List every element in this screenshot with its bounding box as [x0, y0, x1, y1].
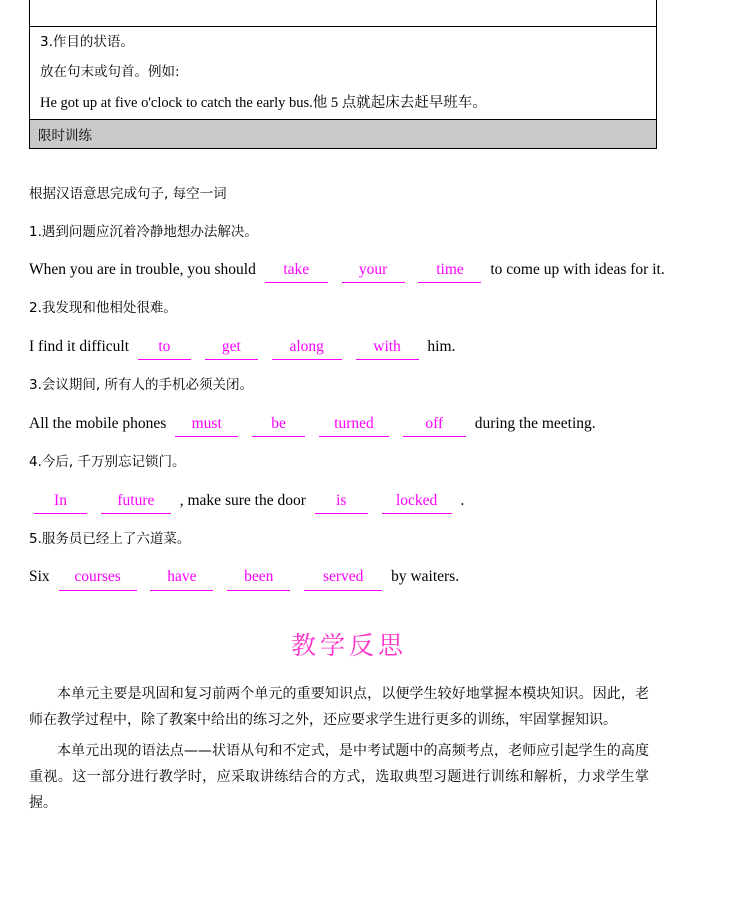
- exercise-2-prefix: I find it difficult: [29, 337, 130, 355]
- exercise-5-english: [29, 558, 669, 597]
- grammar-line-1: 3.作目的状语。: [40, 34, 134, 50]
- exercise-5-blank-4[interactable]: served: [304, 565, 382, 590]
- grammar-line-3: He got up at five o'clock to catch the early bus.他 5 点就起床去赶早班车。: [40, 94, 487, 111]
- exercise-2-suffix: him.: [427, 337, 456, 355]
- grammar-note-box: [29, 26, 657, 149]
- grammar-line-2: 放在句末或句首。例如:: [40, 64, 180, 81]
- exercise-1-blank-1[interactable]: take: [265, 258, 328, 283]
- exercise-3-blank-4[interactable]: off: [403, 412, 466, 437]
- exercise-4-blank-1[interactable]: In: [34, 489, 87, 514]
- exercise-body: [29, 176, 669, 823]
- exercise-5-suffix: by waiters.: [391, 568, 460, 586]
- exercise-5-prefix: Six: [29, 568, 50, 586]
- exercise-4-middle: , make sure the door: [179, 491, 306, 509]
- exercise-instruction: 根据汉语意思完成句子, 每空一词: [29, 186, 227, 202]
- exercise-1-blank-3[interactable]: time: [418, 258, 481, 283]
- table-top-edge: [29, 0, 657, 26]
- exercise-2-blank-4[interactable]: with: [356, 335, 419, 360]
- exercise-3-chinese: 3.会议期间, 所有人的手机必须关闭。: [29, 377, 253, 394]
- exercise-3-prefix: All the mobile phones: [29, 414, 167, 432]
- exercise-2-chinese: 2.我发现和他相处很难。: [29, 300, 177, 317]
- exercise-2-english: [29, 328, 669, 367]
- exercise-4-suffix: .: [460, 491, 465, 509]
- exercise-5-chinese: 5.服务员已经上了六道菜。: [29, 530, 191, 547]
- exercise-1-blank-2[interactable]: your: [342, 258, 405, 283]
- exercise-1-english: [29, 251, 669, 290]
- exercise-5-blank-1[interactable]: courses: [59, 565, 137, 590]
- exercise-4-chinese: 4.今后, 千万别忘记锁门。: [29, 454, 186, 470]
- exercise-2-blank-1[interactable]: to: [138, 335, 191, 360]
- reflection-title: 教学反思: [290, 630, 407, 660]
- exercise-3-blank-2[interactable]: be: [252, 412, 305, 437]
- exercise-2-blank-2[interactable]: get: [205, 335, 258, 360]
- exercise-4-blank-2[interactable]: future: [101, 489, 171, 514]
- exercise-2-blank-3[interactable]: along: [272, 335, 342, 360]
- exercise-5-blank-2[interactable]: have: [150, 565, 213, 590]
- section-header-timed-practice: 限时训练: [30, 119, 656, 148]
- exercise-4-english: [29, 482, 669, 521]
- exercise-5-blank-3[interactable]: been: [227, 565, 290, 590]
- exercise-1-prefix: When you are in trouble, you should: [29, 261, 256, 279]
- exercise-1-suffix: to come up with ideas for it.: [490, 261, 665, 279]
- exercise-3-suffix: during the meeting.: [474, 414, 596, 432]
- exercise-3-blank-3[interactable]: turned: [319, 412, 389, 437]
- reflection-paragraph-1: 本单元主要是巩固和复习前两个单元的重要知识点，以便学生较好地掌握本模块知识。因此，老师在教学过程中，除了教案中给出的练习之外，还应要求学生进行更多的训练，牢固掌握知识。: [29, 685, 649, 728]
- reflection-paragraph-2: 本单元出现的语法点——状语从句和不定式，是中考试题中的高频考点，老师应引起学生的高度重视。这一部分进行教学时，应采取讲练结合的方式，选取典型习题进行训练和解析，力求学生掌握。: [29, 743, 649, 812]
- exercise-4-blank-4[interactable]: locked: [382, 489, 452, 514]
- exercise-4-blank-3[interactable]: is: [315, 489, 368, 514]
- exercise-3-english: [29, 405, 669, 444]
- exercise-3-blank-1[interactable]: must: [175, 412, 238, 437]
- exercise-1-chinese: 1.遇到问题应沉着冷静地想办法解决。: [29, 223, 258, 240]
